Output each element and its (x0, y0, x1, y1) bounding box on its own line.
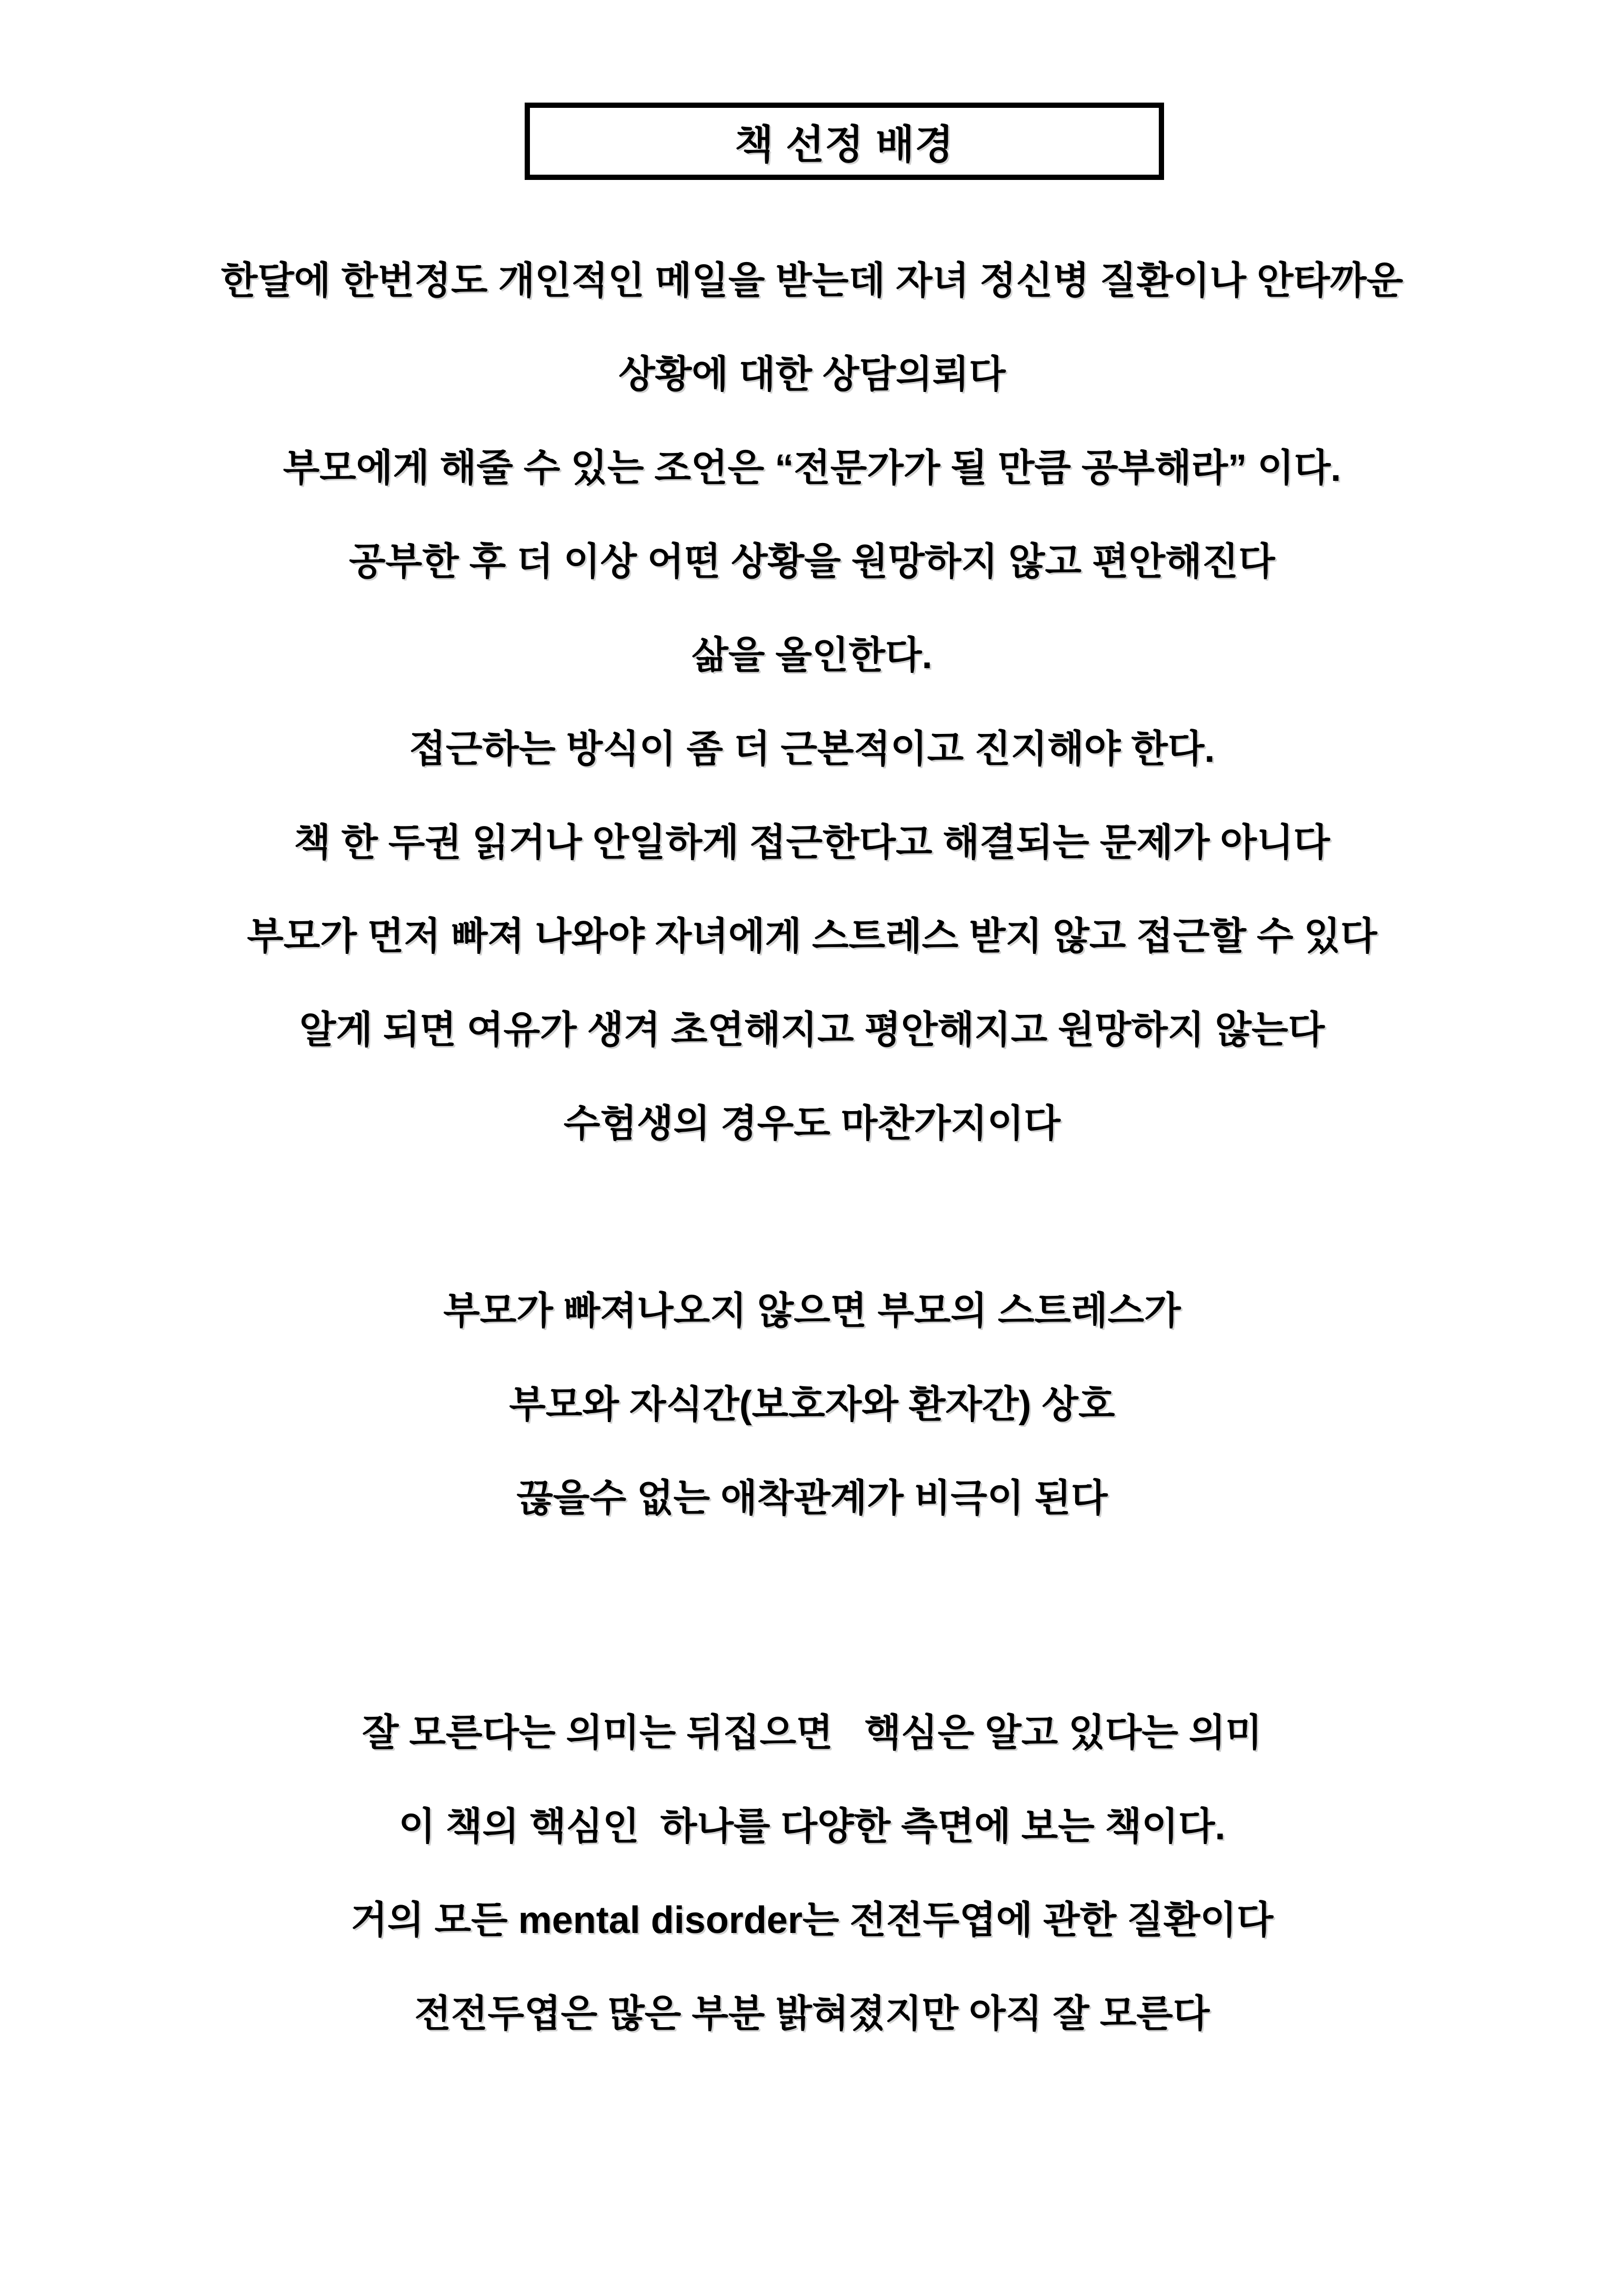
blank-line (0, 1171, 1624, 1264)
text-line: 책 한 두권 읽거나 안일하게 접근한다고 해결되는 문제가 아니다 (294, 822, 1330, 864)
text-line: 알게 되면 여유가 생겨 초연해지고 평안해지고 원망하지 않는다 (299, 1009, 1325, 1051)
text-line: 한달에 한번정도 개인적인 메일을 받는데 자녀 정신병 질환이나 안타까운 (220, 260, 1404, 302)
text-line: 부모에게 해줄 수 있는 조언은 “전문가가 될 만큼 공부해라” 이다. (283, 447, 1341, 489)
text-line: 이 책의 핵심인 하나를 다양한 측면에 보는 책이다. (398, 1806, 1226, 1848)
text-line: 수험생의 경우도 마찬가지이다 (563, 1103, 1061, 1145)
text-line: 부모와 자식간(보호자와 환자간) 상호 (509, 1384, 1115, 1426)
text-line: 잘 모른다는 의미는 뒤집으면 핵심은 알고 있다는 의미 (362, 1712, 1262, 1754)
title-box (525, 103, 1164, 180)
text-line: 부모가 먼저 빠져 나와야 자녀에게 스트레스 받지 않고 접근할 수 있다 (247, 915, 1377, 958)
text-line: 부모가 빠져나오지 않으면 부모의 스트레스가 (443, 1290, 1181, 1332)
text-line: 삶을 올인한다. (691, 635, 933, 677)
text-line: 접근하는 방식이 좀 더 근본적이고 진지해야 한다. (409, 728, 1215, 770)
text-line: 상황에 대한 상담의뢰다 (618, 354, 1006, 396)
document-body (0, 234, 1624, 2061)
page-title: 책 선정 배경 (735, 123, 954, 167)
text-line: 거의 모든 mental disorder는 전전두엽에 관한 질환이다 (350, 1899, 1274, 1941)
text-line: 공부한 후 더 이상 어떤 상황을 원망하지 않고 편안해진다 (349, 541, 1275, 583)
text-line: 전전두엽은 많은 부분 밝혀졌지만 아직 잘 모른다 (414, 1993, 1210, 2035)
text-line: 끊을수 없는 애착관계가 비극이 된다 (516, 1477, 1108, 1519)
section-gap (0, 1545, 1624, 1686)
